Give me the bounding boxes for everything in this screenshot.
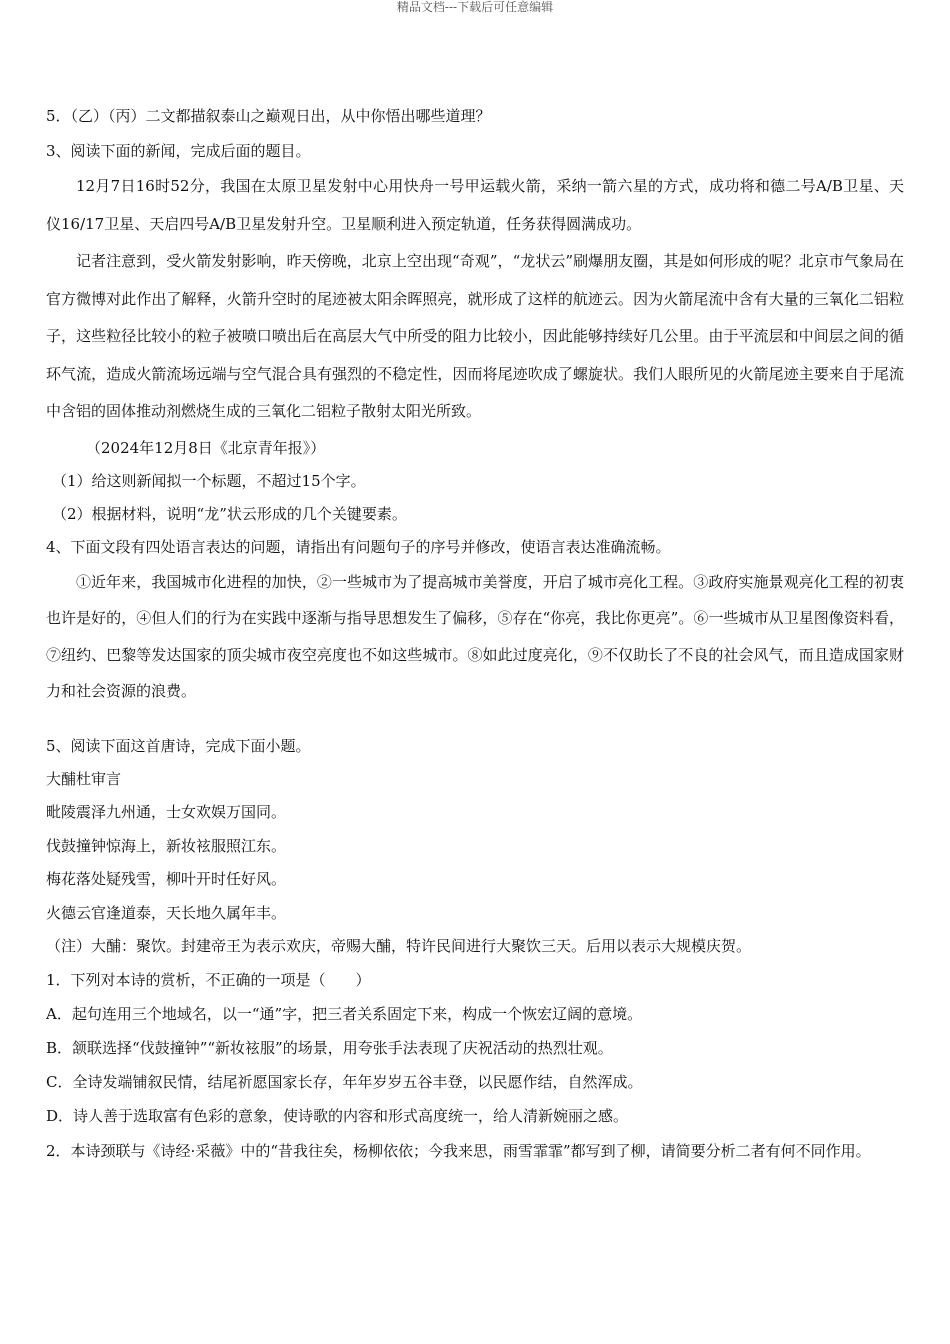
- poem-line: 毗陵震泽九州通，士女欢娱万国同。: [46, 803, 287, 821]
- option-b: B．颔联选择“伐鼓撞钟”“新妆袨服”的场景，用夸张手法表现了庆祝活动的热烈壮观。: [46, 1039, 613, 1057]
- poem-note: （注）大酺：聚饮。封建帝王为表示欢庆，帝赐大酺，特许民间进行大聚饮三天。后用以表示大规模庆贺。: [46, 937, 752, 955]
- poem-line: 伐鼓撞钟惊海上，新妆袨服照江东。: [46, 836, 287, 855]
- question-5-sub-2: 2．本诗颈联与《诗经·采薇》中的“昔我往矣，杨柳依依；今我来思，雨雪霏霏”都写到了柳，请简要分析二者有何不同作用。: [46, 1142, 871, 1160]
- question-5-title: 5、阅读下面这首唐诗，完成下面小题。: [46, 736, 311, 755]
- poem-line: 梅花落处疑残雪，柳叶开时任好风。: [46, 870, 287, 888]
- question-5-sub-1: 1．下列对本诗的赏析，不正确的一项是（ ）: [46, 971, 371, 989]
- poem-title: 大酺杜审言: [46, 769, 122, 788]
- question-prev-5: 5．（乙）（丙）二文都描叙泰山之巅观日出，从中你悟出哪些道理？: [46, 107, 491, 125]
- poem-line: 火德云官逢道泰，天长地久属年丰。: [46, 903, 287, 922]
- question-4-title: 4、下面文段有四处语言表达的问题，请指出有问题句子的序号并修改，使语言表达准确流畅。: [46, 537, 671, 556]
- page-header: 精品文档---下载后可任意编辑: [396, 0, 554, 14]
- news-paragraph-2: 记者注意到，受火箭发射影响，昨天傍晚，北京上空出现“奇观”，“龙状云”刷爆朋友圈，其是如何形成的呢？北京市气象局在官方微博对此作出了解释，火箭升空时的尾迹被太阳余晖照亮，就形成了这样的航迹云。因为火箭尾流中含有大量的三氧化二铝粒子，这些粒径比较小的粒子被喷口喷出后在高层大气中所受的阻力比较小，因此能够持续好几公里。由于平流层和中间层之间的循环气流，造成火箭流场远端与空气混合具有强烈的不稳定性，因而将尾迹吹成了螺旋状。我们人眼所见的火箭尾迹主要来自于尾流中含铝的固体推动剂燃烧生成的三氧化二铝粒子散射太阳光所致。: [46, 252, 904, 420]
- question-3-sub-2: （2）根据材料，说明“龙”状云形成的几个关键要素。: [52, 504, 407, 523]
- document-body: [46, 100, 904, 1170]
- news-source: （2024年12月8日《北京青年报》）: [86, 438, 326, 457]
- option-a: A．起句连用三个地域名，以一“通”字，把三者关系固定下来，构成一个恢宏辽阔的意境。: [46, 1005, 643, 1023]
- question-3-title: 3、阅读下面的新闻，完成后面的题目。: [46, 142, 311, 160]
- option-c: C．全诗发端铺叙民情，结尾祈愿国家长存，年年岁岁五谷丰登，以民愿作结，自然浑成。: [46, 1073, 643, 1091]
- news-paragraph-1: 12月7日16时52分，我国在太原卫星发射中心用快舟一号甲运载火箭，采纳一箭六星的方式，成功将和德二号A/B卫星、天仪16/17卫星、天启四号A/B卫星发射升空。卫星顺利进入预定轨道，任务获得圆满成功。: [46, 177, 904, 233]
- question-3-sub-1: （1）给这则新闻拟一个标题，不超过15个字。: [52, 471, 366, 490]
- option-d: D．诗人善于选取富有色彩的意象，使诗歌的内容和形式高度统一，给人清新婉丽之感。: [46, 1107, 629, 1125]
- question-4-passage: ①近年来，我国城市化进程的加快，②一些城市为了提高城市美誉度，开启了城市亮化工程。③政府实施景观亮化工程的初衷也许是好的，④但人们的行为在实践中逐渐与指导思想发生了偏移，⑤存在“你亮，我比你更亮”。⑥一些城市从卫星图像资料看，⑦纽约、巴黎等发达国家的顶尖城市夜空亮度也不如这些城市。⑧如此过度亮化，⑨不仅助长了不良的社会风气，而且造成国家财力和社会资源的浪费。: [46, 572, 904, 700]
- spacer: [46, 710, 904, 730]
